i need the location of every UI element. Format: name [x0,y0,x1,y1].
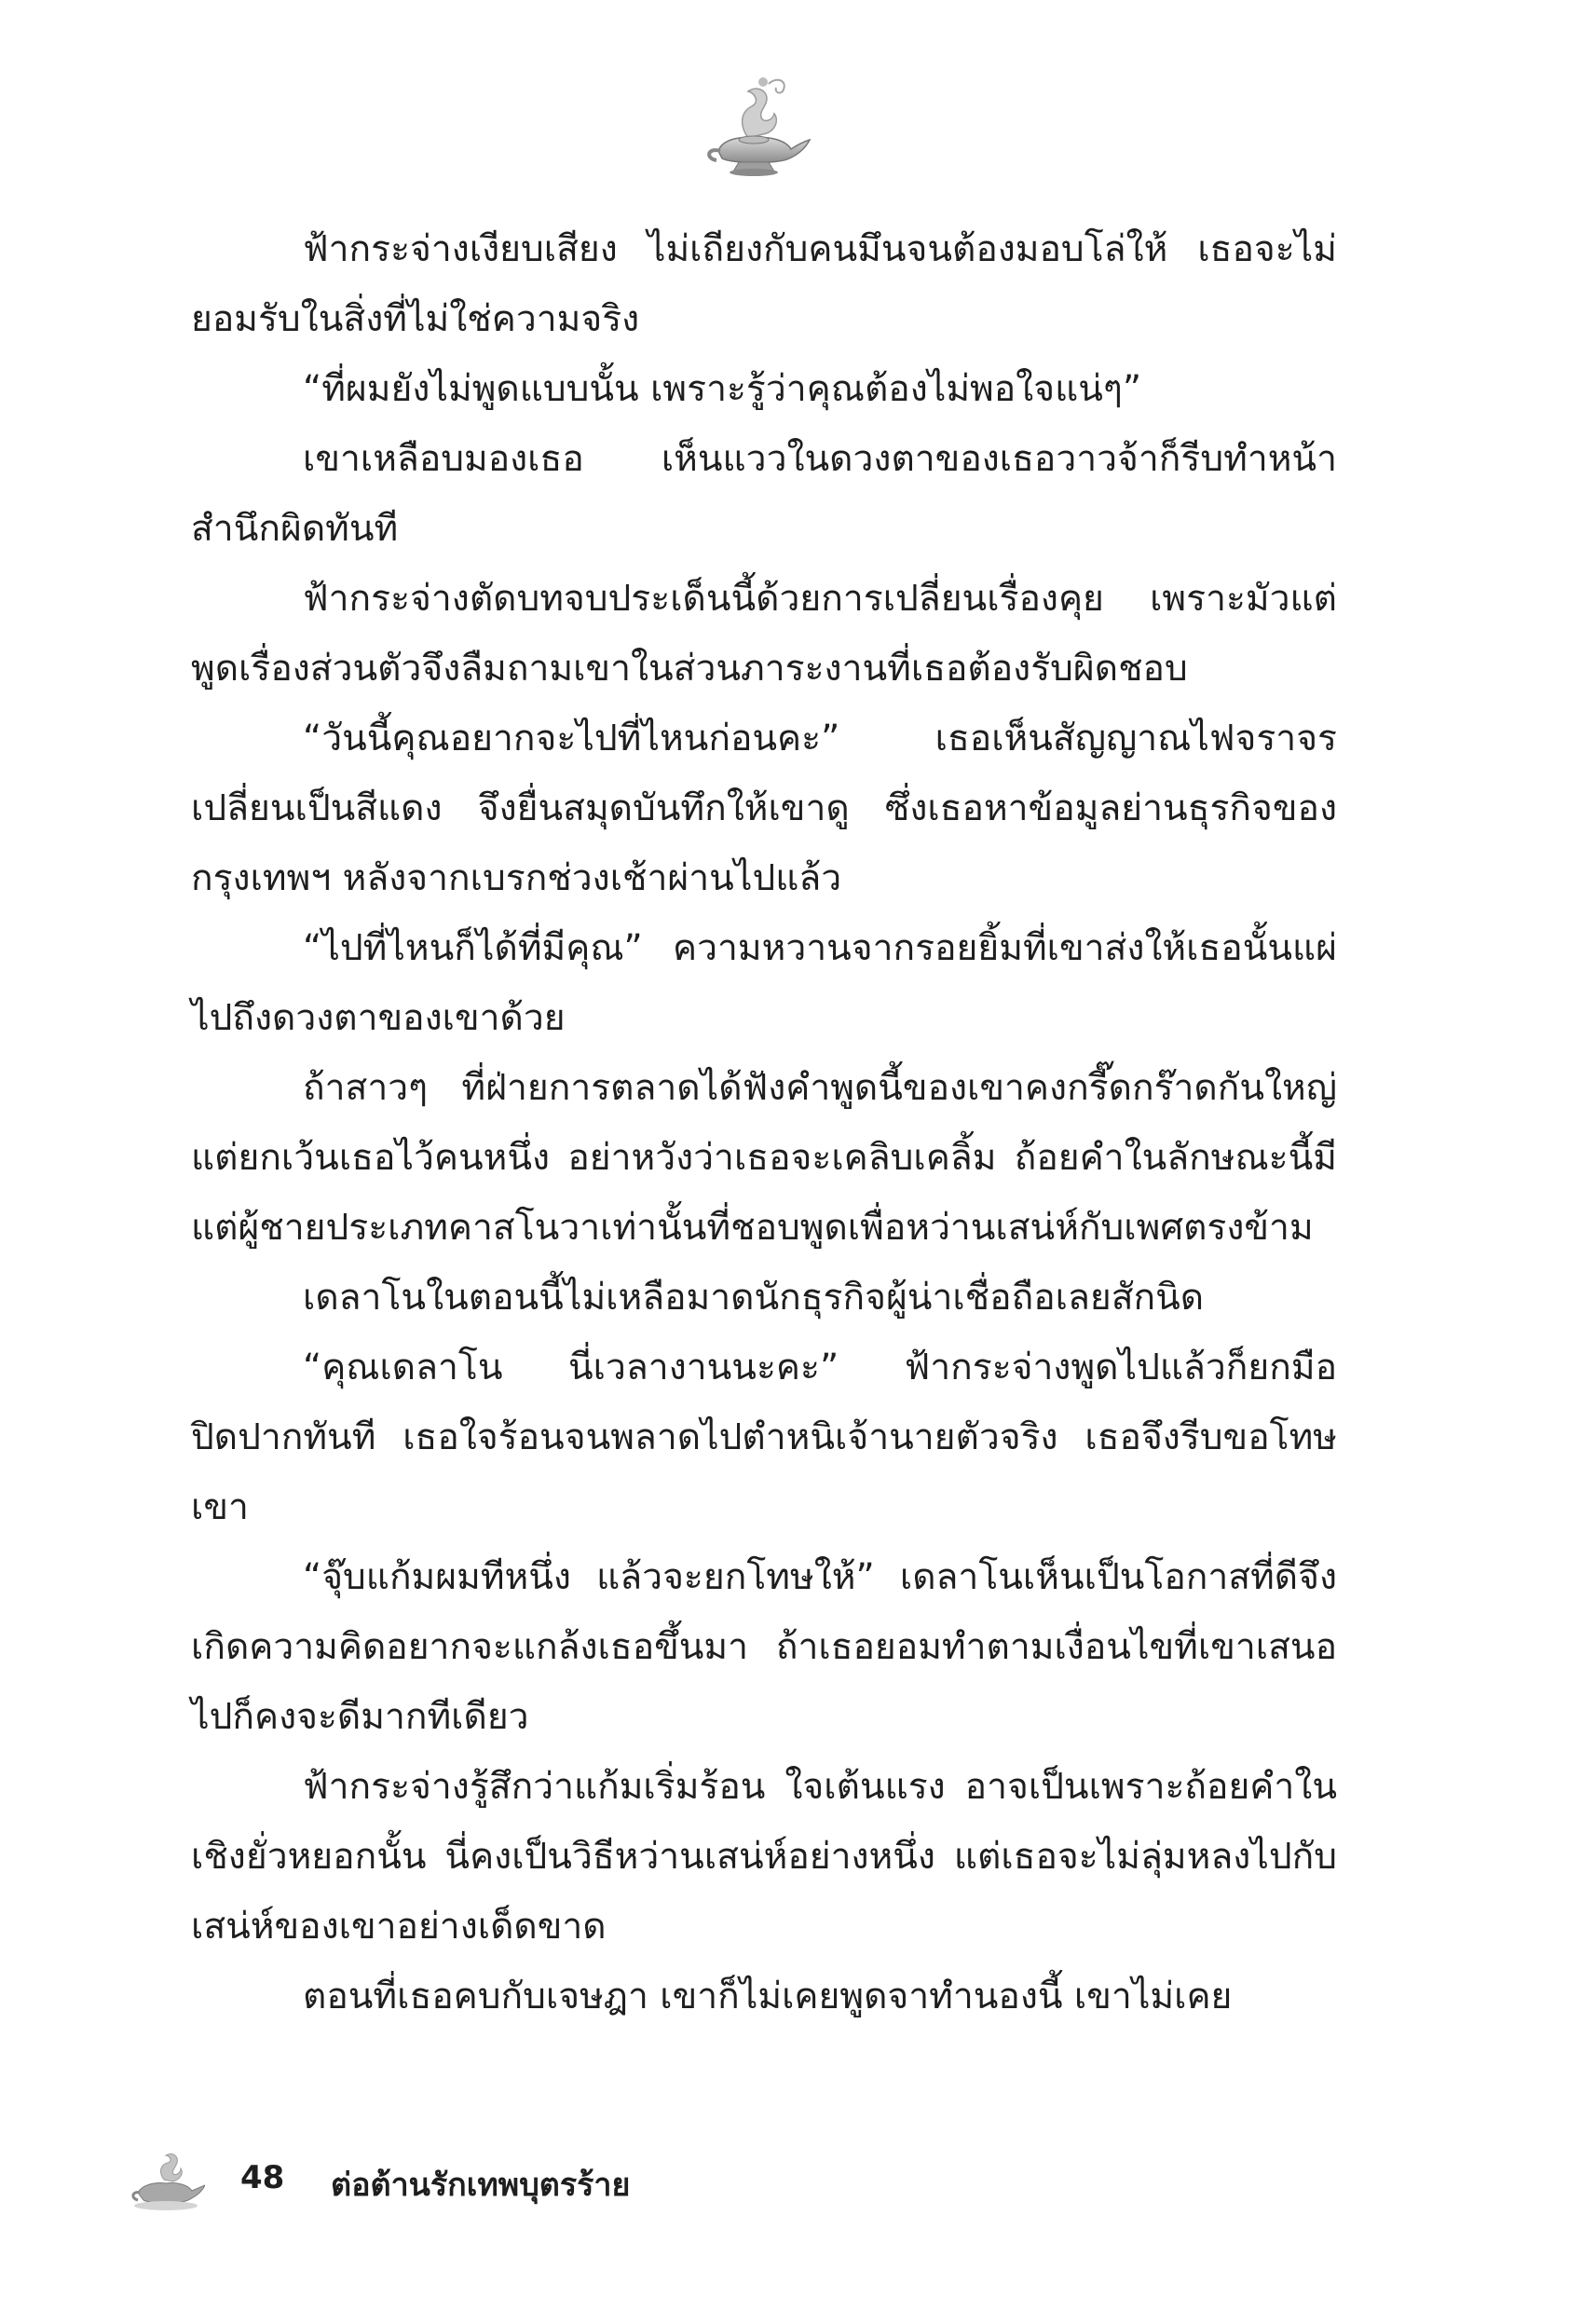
page-footer [130,2148,969,2222]
paragraph: เขาเหลือบมองเธอ เห็นแววในดวงตาของเธอวาวจ้าก็รีบทำหน้าสำนึกผิดทันที [191,438,1337,550]
paragraph: “วันนี้คุณอยากจะไปที่ไหนก่อนคะ” เธอเห็นสัญญาณไฟจราจรเปลี่ยนเป็นสีแดง จึงยื่นสมุดบันทึกให้เขาดู ซึ่งเธอหาข้อมูลย่านธุรกิจของกรุงเทพฯ หลังจากเบรกช่วงเช้าผ่านไปแล้ว [191,718,1337,899]
paragraph: ตอนที่เธอคบกับเจษฎา เขาก็ไม่เคยพูดจาทำนองนี้ เขาไม่เคย [303,1976,1233,2017]
paragraph: ฟ้ากระจ่างรู้สึกว่าแก้มเริ่มร้อน ใจเต้นแรง อาจเป็นเพราะถ้อยคำในเชิงยั่วหยอกนั้น นี่คงเป็นวิธีหว่านเสน่ห์อย่างหนึ่ง แต่เธอจะไม่ลุ่มหลงไปกับเสน่ห์ของเขาอย่างเด็ดขาด [191,1766,1337,1948]
paragraph: ฟ้ากระจ่างเงียบเสียง ไม่เถียงกับคนมึนจนต้องมอบโล่ให้ เธอจะไม่ยอมรับในสิ่งที่ไม่ใช่ความจริง [191,228,1337,340]
paragraph: “ไปที่ไหนก็ได้ที่มีคุณ” ความหวานจากรอยยิ้มที่เขาส่งให้เธอนั้นแผ่ไปถึงดวงตาของเขาด้วย [191,927,1337,1039]
paragraph: “คุณเดลาโน นี่เวลางานนะคะ” ฟ้ากระจ่างพูดไปแล้วก็ยกมือปิดปากทันที เธอใจร้อนจนพลาดไปตำหนิเจ้านายตัวจริง เธอจึงรีบขอโทษเขา [191,1347,1337,1528]
book-title: ต่อต้านรักเทพบุตรร้าย [331,2167,631,2204]
page-number: 48 [240,2159,285,2196]
genie-lamp-icon [694,65,815,186]
genie-lamp-icon [130,2148,205,2213]
paragraph: ฟ้ากระจ่างตัดบทจบประเด็นนี้ด้วยการเปลี่ยนเรื่องคุย เพราะมัวแต่พูดเรื่องส่วนตัวจึงลืมถามเขาในส่วนภาระงานที่เธอต้องรับผิดชอบ [191,578,1337,690]
paragraph: “จุ๊บแก้มผมทีหนึ่ง แล้วจะยกโทษให้” เดลาโนเห็นเป็นโอกาสที่ดีจึงเกิดความคิดอยากจะแกล้งเธอขึ้นมา ถ้าเธอยอมทำตามเงื่อนไขที่เขาเสนอไปก็คงจะดีมากทีเดียว [191,1556,1337,1738]
paragraph: เดลาโนในตอนนี้ไม่เหลือมาดนักธุรกิจผู้น่าเชื่อถือเลยสักนิด [303,1277,1205,1319]
chapter-body [191,214,1337,2031]
paragraph: “ที่ผมยังไม่พูดแบบนั้น เพราะรู้ว่าคุณต้องไม่พอใจแน่ๆ” [303,368,1142,410]
paragraph: ถ้าสาวๆ ที่ฝ่ายการตลาดได้ฟังคำพูดนี้ของเขาคงกรี๊ดกร๊าดกันใหญ่ แต่ยกเว้นเธอไว้คนหนึ่ง อย่าหวังว่าเธอจะเคลิบเคลิ้ม ถ้อยคำในลักษณะนี้มีแต่ผู้ชายประเภทคาสโนวาเท่านั้นที่ชอบพูดเพื่อหว่านเสน่ห์กับเพศตรงข้าม [191,1067,1337,1249]
